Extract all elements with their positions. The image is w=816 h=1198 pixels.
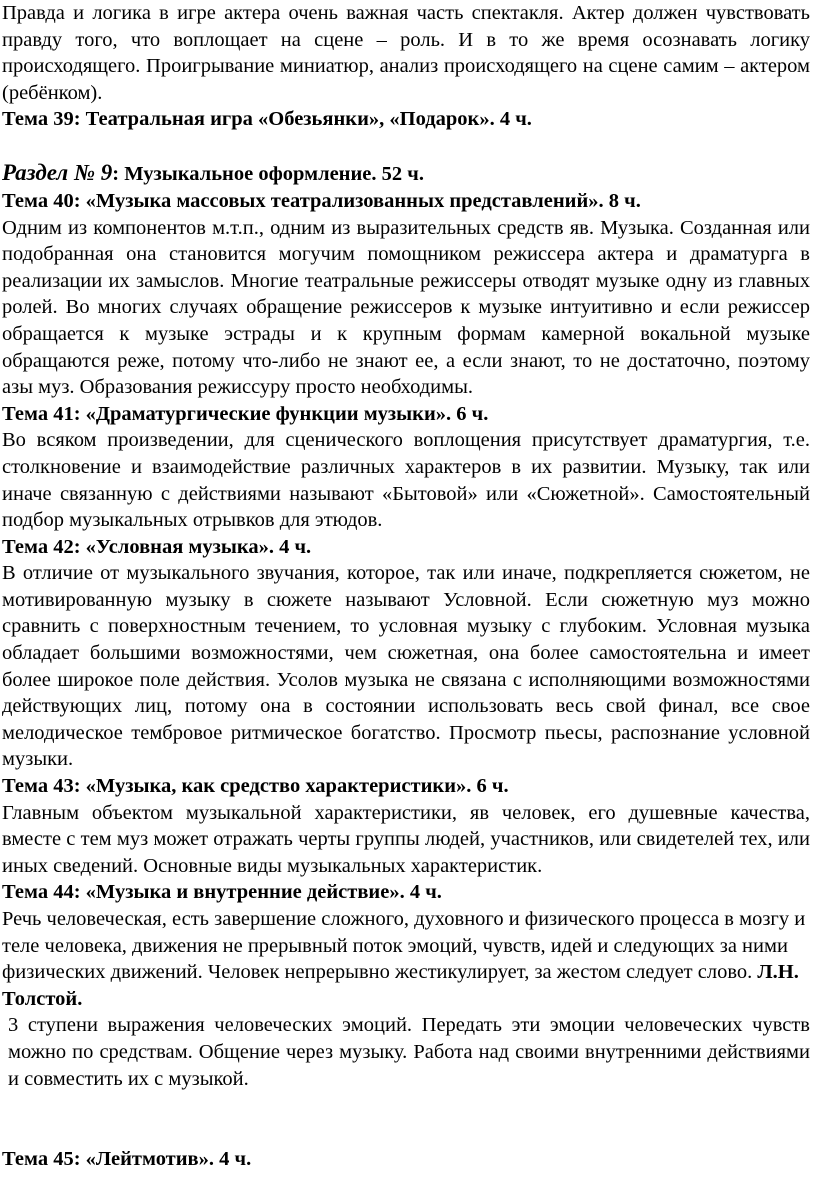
section-9-title: : Музыкальное оформление. 52 ч. bbox=[112, 162, 424, 185]
topic-43-text: Главным объектом музыкальной характеристики, яв человек, его душевные качества, вместе с тем муз может отражать черты группы людей, участников, или свидетелей тех, или иных сведений. Основные виды музыкальных характеристик. bbox=[2, 801, 810, 877]
topic-44-author: Л.Н. Толстой. bbox=[2, 961, 799, 1010]
topic-40-text: Одним из компонентов м.т.п., одним из выразительных средств яв. Музыка. Созданная или подобранная она становится могучим помощником режиссера актера и драматурга в реализации их замыслов. Многие театральные режиссеры отводят музыке одну из главных ролей. Во многих случаях обращение режиссеров к музыке интуитивно и если режиссер обращается к музыке эстрады и к крупным формам камерной вокальной музыке обращаются реже, потому что-либо не знают ее, а если знают, то не достаточно, поэтому азы муз. Образования режиссуру просто необходимы. bbox=[2, 216, 810, 399]
section-9-heading bbox=[2, 159, 816, 188]
topic-41-text: Во всяком произведении, для сценического воплощения присутствует драматургия, т.е. столкновение и взаимодействие различных характеров в их развитии. Музыку, так или иначе связанную с действиями называют «Бытовой» или «Сюжетной». Самостоятельный подбор музыкальных отрывков для этюдов. bbox=[2, 429, 810, 532]
section-9-number: Раздел № 9 bbox=[2, 159, 113, 185]
topic-44-title: Тема 44: «Музыка и внутренние действие». 4 ч. bbox=[2, 881, 442, 904]
topic-39-title: Тема 39: Театральная игра «Обезьянки», «Подарок». 4 ч. bbox=[2, 108, 532, 131]
topic-40-title: Тема 40: «Музыка массовых театрализованных представлений». 8 ч. bbox=[2, 189, 641, 212]
topic-41-title: Тема 41: «Драматургические функции музыки». 6 ч. bbox=[2, 402, 489, 425]
spacer bbox=[2, 1092, 816, 1146]
topic-42-title: Тема 42: «Условная музыка». 4 ч. bbox=[2, 535, 312, 558]
topic-44-text bbox=[2, 906, 816, 1012]
topic-43-title: Тема 43: «Музыка, как средство характеристики». 6 ч. bbox=[2, 775, 509, 798]
topic-44-text-body: Речь человеческая, есть завершение сложного, духовного и физического процесса в мозгу и теле человека, движения не прерывный поток эмоций, чувств, идей и следующих за ними физических движений. Человек непрерывно жестикулирует, за жестом следует слово. bbox=[2, 908, 806, 984]
topic-44-text-2: 3 ступени выражения человеческих эмоций. Передать эти эмоции человеческих чувств можно по средствам. Общение через музыку. Работа над своими внутренними действиями и совместить их с музыкой. bbox=[8, 1014, 810, 1090]
intro-paragraph: Правда и логика в игре актера очень важная часть спектакля. Актер должен чувствовать правду того, что воплощает на сцене – роль. И в то же время осознавать логику происходящего. Проигрывание миниатюр, анализ происходящего на сцене самим – актером (ребёнком). bbox=[2, 2, 810, 104]
topic-45-title: Тема 45: «Лейтмотив». 4 ч. bbox=[2, 1148, 252, 1171]
topic-42-text: В отличие от музыкального звучания, которое, так или иначе, подкрепляется сюжетом, не мотивированную музыку в сюжете называют Условной. Если сюжетную муз можно сравнить с поверхностным течением, то условная музыку с глубоким. Условная музыка обладает большими возможностями, чем сюжетная, она более самостоятельна и имеет более широкое поле действия. Усолов музыка не связана с исполняющими возможностями действующих лиц, потому она в состоянии использовать весь свой финал, все свое мелодическое тембровое ритмическое богатство. Просмотр пьесы, распознание условной музыки. bbox=[2, 562, 810, 771]
